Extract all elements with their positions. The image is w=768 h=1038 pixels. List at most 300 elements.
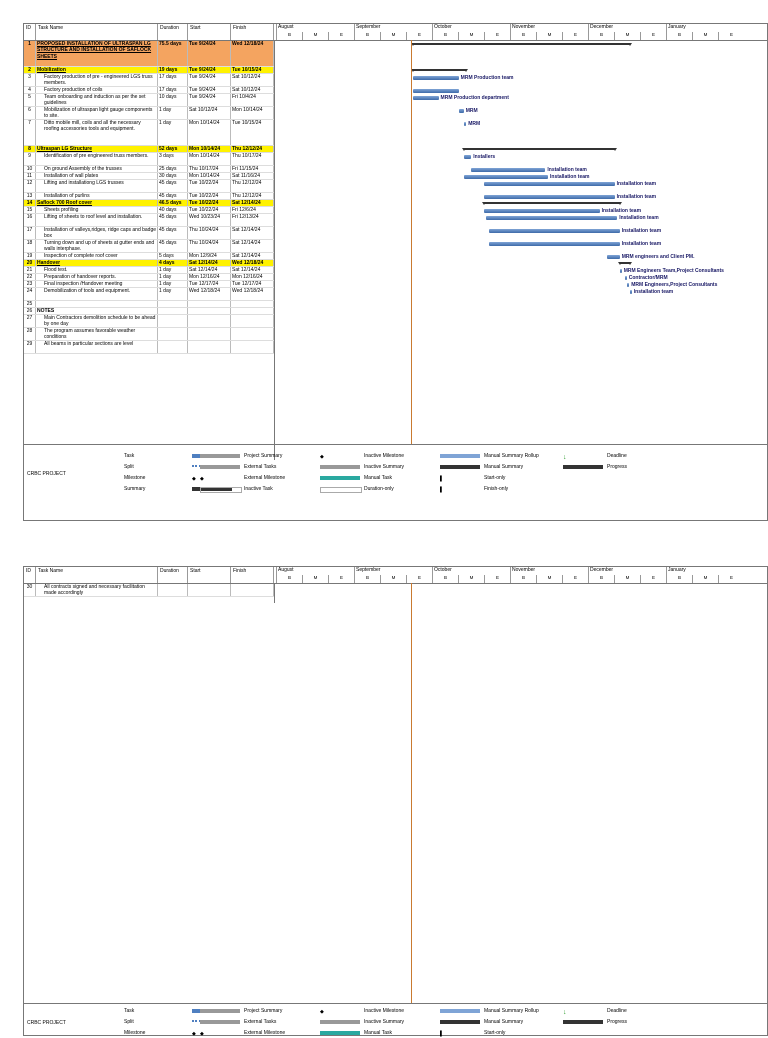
task-bar[interactable] [471, 168, 545, 172]
legend-label-msr: Manual Summary Rollup [484, 1008, 539, 1014]
task-finish: Wed 12/18/24 [231, 260, 274, 266]
task-start: Tue 10/22/24 [188, 200, 231, 206]
col-finish-header[interactable]: Finish [231, 24, 274, 40]
timeline-period: E [406, 32, 432, 40]
timeline-period: M [536, 32, 562, 40]
timeline-period: M [380, 32, 406, 40]
task-finish: Wed 12/18/24 [231, 288, 274, 300]
col-name-header[interactable]: Task Name [36, 24, 158, 40]
task-start [188, 301, 231, 307]
legend-label-projsum: Project Summary [244, 1008, 283, 1014]
timeline-period: B [588, 575, 614, 583]
timeline-period: B [510, 575, 536, 583]
col-name-header[interactable]: Task Name [36, 567, 158, 583]
task-bar[interactable] [413, 96, 439, 100]
task-row[interactable] [24, 281, 274, 288]
task-duration: 1 day [158, 274, 188, 280]
legend-label-split: Split [124, 464, 134, 470]
task-row[interactable] [24, 41, 274, 67]
summary-bar[interactable] [484, 202, 620, 204]
task-duration: 46.5 days [158, 200, 188, 206]
task-name: On ground Assembly of the trusses [36, 166, 158, 172]
timeline-period: E [484, 32, 510, 40]
summary-bar[interactable] [620, 262, 630, 264]
resource-label: Installation team [621, 228, 662, 234]
task-name: Flood test. [36, 267, 158, 273]
resource-label: MRM engineers and Client PM. [621, 254, 695, 260]
task-name: Sheets profiling [36, 207, 158, 213]
task-id: 21 [24, 267, 36, 273]
legend [24, 1003, 767, 1038]
resource-label: Installation team [619, 215, 659, 221]
task-row[interactable] [24, 301, 274, 308]
task-bar[interactable] [489, 242, 620, 246]
task-finish: Wed 12/18/24 [231, 41, 274, 66]
timeline-period: B [588, 32, 614, 40]
task-name: PROPOSED INSTALLATION OF ULTRASPAN LG STRUCTURE AND INSTALLATION OF SAFLOCK SHEETS [36, 41, 158, 66]
task-name: Preparation of handover reports. [36, 274, 158, 280]
timeline-period: M [614, 575, 640, 583]
task-start: Tue 9/24/24 [188, 67, 231, 73]
task-duration: 52 days [158, 146, 188, 152]
task-name: Mobilization of ultraspan light gauge components to site. [36, 107, 158, 119]
legend-label-extms: External Milestone [244, 475, 286, 481]
timeline-period: E [562, 575, 588, 583]
task-finish: Fri 12/13/24 [231, 214, 274, 226]
resource-label: Installation team [547, 167, 587, 173]
task-start [188, 308, 231, 314]
legend-swatch-projsum [200, 1009, 240, 1013]
task-row[interactable] [24, 200, 274, 207]
task-finish: Sat 12/14/24 [231, 267, 274, 273]
task-finish: Sat 11/16/24 [231, 173, 274, 179]
timeline-period: M [614, 32, 640, 40]
project-name: CRBC PROJECT [27, 471, 66, 477]
resource-label: MRM Production department [440, 95, 509, 101]
task-name: Turning down and up of sheets at gutter ends and walls interphase. [36, 240, 158, 252]
task-bar[interactable] [489, 229, 620, 233]
resource-label: MRM [468, 121, 481, 127]
gantt-chart [275, 40, 768, 460]
legend-swatch-projsum [200, 454, 240, 458]
task-row[interactable] [24, 308, 274, 315]
summary-bar[interactable] [413, 43, 630, 45]
task-bar[interactable] [464, 122, 467, 126]
timeline-month: August [276, 24, 354, 32]
task-id: 6 [24, 107, 36, 119]
task-duration: 19 days [158, 67, 188, 73]
task-row[interactable] [24, 94, 274, 107]
task-duration: 40 days [158, 207, 188, 213]
task-bar[interactable] [627, 283, 629, 287]
task-start: Mon 12/9/24 [188, 253, 231, 259]
task-start [188, 584, 231, 596]
task-finish: Fri 11/15/24 [231, 166, 274, 172]
legend-swatch-milestone: ◆ [192, 1031, 196, 1037]
resource-label: Installation team [621, 241, 662, 247]
task-row[interactable] [24, 240, 274, 253]
task-start: Mon 10/14/24 [188, 153, 231, 165]
task-finish [231, 328, 274, 340]
legend-label-ms: Manual Summary [484, 464, 524, 470]
legend-swatch-inms: ◆ [320, 1009, 324, 1015]
timeline-period: B [510, 32, 536, 40]
task-id: 10 [24, 166, 36, 172]
task-row[interactable] [24, 173, 274, 180]
legend-swatch-inms: ◆ [320, 454, 324, 460]
task-duration [158, 315, 188, 327]
task-finish: Sat 10/12/24 [231, 74, 274, 86]
task-id: 25 [24, 301, 36, 307]
grid-divider [274, 583, 275, 603]
task-duration: 45 days [158, 180, 188, 192]
task-finish [231, 308, 274, 314]
task-id: 28 [24, 328, 36, 340]
resource-label: MRM [465, 108, 478, 114]
timeline-month: August [276, 567, 354, 575]
task-start: Tue 10/22/24 [188, 180, 231, 192]
task-row[interactable] [24, 341, 274, 354]
task-start: Wed 10/23/24 [188, 214, 231, 226]
col-duration-header[interactable]: Duration [158, 567, 188, 583]
task-duration: 17 days [158, 74, 188, 86]
task-start: Tue 10/22/24 [188, 193, 231, 199]
task-start [188, 315, 231, 327]
task-row[interactable] [24, 267, 274, 274]
summary-bar[interactable] [464, 148, 615, 150]
gantt-page-2 [23, 566, 768, 1036]
legend-label-projsum: Project Summary [244, 453, 283, 459]
legend-swatch-inactive [200, 487, 242, 493]
task-duration: 1 day [158, 281, 188, 287]
task-start: Thu 10/17/24 [188, 166, 231, 172]
status-date-line [411, 583, 412, 1003]
task-duration [158, 301, 188, 307]
task-id: 15 [24, 207, 36, 213]
legend-swatch-progress [563, 465, 603, 469]
task-name: Team onboarding and induction as per the set guidelines [36, 94, 158, 106]
legend-label-extms: External Milestone [244, 1030, 286, 1036]
task-finish: Sat 12/14/24 [231, 240, 274, 252]
task-id: 12 [24, 180, 36, 192]
task-start: Tue 9/24/24 [188, 94, 231, 106]
task-name: Ditto mobile mill, coils and all the necessary roofing accessories tools and equipment. [36, 120, 158, 145]
col-id-header[interactable]: ID [24, 567, 36, 583]
task-bar[interactable] [620, 269, 622, 273]
task-start: Tue 10/22/24 [188, 207, 231, 213]
task-id: 4 [24, 87, 36, 93]
task-name: Factory production of pre - engineered LGS truss members. [36, 74, 158, 86]
task-name: Main Contractors demolition schedule to be ahead by one day [36, 315, 158, 327]
task-row[interactable] [24, 87, 274, 94]
task-row[interactable] [24, 214, 274, 227]
legend [24, 444, 767, 493]
task-duration: 30 days [158, 173, 188, 179]
legend-swatch-msr [440, 454, 480, 458]
legend-label-milestone: Milestone [124, 475, 146, 481]
legend-label-ext: External Tasks [244, 464, 277, 470]
timeline-period: E [562, 32, 588, 40]
resource-label: Installation team [633, 289, 674, 295]
col-start-header[interactable]: Start [188, 24, 231, 40]
task-start: Tue 9/24/24 [188, 41, 231, 66]
task-name: Installation of valleys,ridges, ridge caps and badge box [36, 227, 158, 239]
legend-swatch-startonly: ▌ [440, 476, 444, 482]
task-name: Ultraspan LG Structure [36, 146, 158, 152]
task-id: 8 [24, 146, 36, 152]
legend-swatch-finishonly: ▌ [440, 487, 444, 493]
timeline-period: M [302, 32, 328, 40]
task-row[interactable] [24, 180, 274, 193]
task-id: 24 [24, 288, 36, 300]
task-id: 29 [24, 341, 36, 353]
task-start: Mon 10/14/24 [188, 120, 231, 145]
task-start: Mon 12/16/24 [188, 274, 231, 280]
legend-swatch-progress [563, 1020, 603, 1024]
col-id-header[interactable]: ID [24, 24, 36, 40]
task-row[interactable] [24, 107, 274, 120]
task-name: Saflock 700 Roof cover [36, 200, 158, 206]
task-name: Installation of wall plates [36, 173, 158, 179]
task-start: Wed 12/18/24 [188, 288, 231, 300]
task-finish: Mon 10/14/24 [231, 107, 274, 119]
legend-swatch-milestone: ◆ [192, 476, 196, 482]
task-start: Mon 10/14/24 [188, 173, 231, 179]
task-id: 2 [24, 67, 36, 73]
task-id: 26 [24, 308, 36, 314]
task-row[interactable] [24, 146, 274, 153]
task-name: Inspection of complete roof cover [36, 253, 158, 259]
legend-swatch-manual [320, 476, 360, 480]
task-id: 27 [24, 315, 36, 327]
legend-label-finishonly: Finish-only [484, 486, 509, 492]
timeline-period: E [328, 32, 354, 40]
task-id: 20 [24, 260, 36, 266]
legend-label-ext: External Tasks [244, 1019, 277, 1025]
task-finish [231, 584, 274, 596]
task-row[interactable] [24, 288, 274, 301]
timeline-period: B [432, 575, 458, 583]
timeline-period: E [328, 575, 354, 583]
task-name: Lifting and installationg LGS trusses [36, 180, 158, 192]
task-row[interactable] [24, 153, 274, 166]
task-duration: 4 days [158, 260, 188, 266]
task-start: Tue 12/17/24 [188, 281, 231, 287]
task-duration: 45 days [158, 214, 188, 226]
resource-label: Installers [473, 154, 496, 160]
task-name: Identification of pre engineered truss members. [36, 153, 158, 165]
task-finish [231, 301, 274, 307]
gantt-header [24, 24, 767, 41]
task-row[interactable] [24, 120, 274, 146]
resource-label: MRM Engineers,Project Consultants [631, 282, 718, 288]
timeline-header [274, 24, 768, 40]
timeline-month: January [666, 567, 744, 575]
col-duration-header[interactable]: Duration [158, 24, 188, 40]
legend-swatch-duronly [320, 487, 362, 493]
task-start: Tue 9/24/24 [188, 74, 231, 86]
task-start: Mon 10/14/24 [188, 146, 231, 152]
legend-label-startonly: Start-only [484, 1030, 506, 1036]
task-duration: 1 day [158, 107, 188, 119]
summary-bar[interactable] [413, 69, 466, 71]
task-finish: Tue 12/17/24 [231, 281, 274, 287]
legend-swatch-ext [200, 1020, 240, 1024]
task-row[interactable] [24, 315, 274, 328]
task-bar[interactable] [459, 109, 464, 113]
task-start: Thu 10/24/24 [188, 240, 231, 252]
legend-swatch-manual [320, 1031, 360, 1035]
task-duration: 5 days [158, 253, 188, 259]
legend-label-split: Split [124, 1019, 134, 1025]
legend-label-deadline: Deadline [607, 453, 627, 459]
task-bar[interactable] [607, 255, 620, 259]
resource-label: MRM Production team [460, 75, 514, 81]
timeline-period: B [354, 575, 380, 583]
timeline-month: December [588, 24, 666, 32]
task-start: Sat 12/14/24 [188, 260, 231, 266]
task-row[interactable] [24, 67, 274, 74]
task-duration: 17 days [158, 87, 188, 93]
legend-label-inactive: Inactive Task [244, 486, 273, 492]
timeline-period: B [276, 575, 302, 583]
timeline-period: B [666, 575, 692, 583]
task-id: 22 [24, 274, 36, 280]
status-date-line [411, 40, 412, 444]
task-id: 3 [24, 74, 36, 86]
task-finish [231, 315, 274, 327]
legend-swatch-startonly: ▌ [440, 1031, 444, 1037]
task-finish [231, 341, 274, 353]
task-duration: 1 day [158, 267, 188, 273]
task-finish: Sat 10/12/24 [231, 87, 274, 93]
task-finish: Thu 12/12/24 [231, 193, 274, 199]
legend-label-progress: Progress [607, 464, 628, 470]
legend-label-insum: Inactive Summary [364, 464, 405, 470]
task-row[interactable] [24, 227, 274, 240]
task-duration: 1 day [158, 288, 188, 300]
task-duration: 25 days [158, 166, 188, 172]
task-finish: Fri 12/6/24 [231, 207, 274, 213]
task-row[interactable] [24, 193, 274, 200]
resource-label: Installation team [601, 208, 642, 214]
legend-label-ms: Manual Summary [484, 1019, 524, 1025]
task-duration: 3 days [158, 153, 188, 165]
task-finish: Thu 12/12/24 [231, 180, 274, 192]
task-bar[interactable] [484, 182, 615, 186]
legend-label-summary: Summary [124, 486, 146, 492]
legend-label-startonly: Start-only [484, 475, 506, 481]
legend-swatch-deadline: ↓ [563, 454, 567, 461]
task-start [188, 341, 231, 353]
timeline-period: E [718, 32, 744, 40]
legend-swatch-ext [200, 465, 240, 469]
task-finish: Thu 10/17/24 [231, 153, 274, 165]
legend-swatch-insum [320, 465, 360, 469]
legend-swatch-deadline: ↓ [563, 1009, 567, 1016]
timeline-period: M [692, 575, 718, 583]
task-bar[interactable] [464, 155, 472, 159]
timeline-month: October [432, 567, 510, 575]
task-bar[interactable] [413, 89, 459, 93]
task-bar[interactable] [484, 195, 615, 199]
legend-label-manual: Manual Task [364, 475, 392, 481]
task-bar[interactable] [625, 276, 627, 280]
legend-label-inms: Inactive Milestone [364, 453, 405, 459]
legend-swatch-insum [320, 1020, 360, 1024]
task-id: 14 [24, 200, 36, 206]
task-id: 1 [24, 41, 36, 66]
timeline-period: B [432, 32, 458, 40]
legend-label-task: Task [124, 1008, 135, 1014]
task-row[interactable] [24, 253, 274, 260]
col-finish-header[interactable]: Finish [231, 567, 274, 583]
task-duration [158, 584, 188, 596]
legend-label-duronly: Duration-only [364, 486, 394, 492]
task-name: Factory production of coils [36, 87, 158, 93]
legend-label-inms: Inactive Milestone [364, 1008, 405, 1014]
task-name: Final inspection /Handover meeting [36, 281, 158, 287]
task-bar[interactable] [464, 175, 548, 179]
task-row[interactable] [24, 260, 274, 267]
task-duration [158, 308, 188, 314]
task-row[interactable] [24, 328, 274, 341]
task-row[interactable] [24, 274, 274, 281]
legend-label-manual: Manual Task [364, 1030, 392, 1036]
task-row[interactable] [24, 207, 274, 214]
task-bar[interactable] [486, 216, 617, 220]
task-id: 9 [24, 153, 36, 165]
timeline-period: M [692, 32, 718, 40]
task-row[interactable] [24, 74, 274, 87]
task-bar[interactable] [413, 76, 459, 80]
task-duration: 45 days [158, 240, 188, 252]
task-id: 5 [24, 94, 36, 106]
timeline-header [274, 567, 768, 583]
task-bar[interactable] [630, 290, 632, 294]
gantt-header [24, 567, 767, 584]
timeline-period: E [718, 575, 744, 583]
task-start [188, 328, 231, 340]
timeline-month: November [510, 567, 588, 575]
timeline-month: November [510, 24, 588, 32]
task-duration: 10 days [158, 94, 188, 106]
task-finish: Tue 10/15/24 [231, 67, 274, 73]
legend-swatch-extms: ◆ [200, 476, 204, 482]
task-bar[interactable] [484, 209, 600, 213]
task-row[interactable] [24, 166, 274, 173]
task-name: All beams in particular sections are level [36, 341, 158, 353]
task-finish: Mon 12/16/24 [231, 274, 274, 280]
task-start: Tue 9/24/24 [188, 87, 231, 93]
timeline-period: M [458, 32, 484, 40]
task-finish: Sat 12/14/24 [231, 227, 274, 239]
task-row[interactable] [24, 584, 274, 597]
task-name: Installation of purlins [36, 193, 158, 199]
timeline-period: B [354, 32, 380, 40]
timeline-month: January [666, 24, 744, 32]
task-name: The program assumes favorable weather conditions [36, 328, 158, 340]
col-start-header[interactable]: Start [188, 567, 231, 583]
timeline-period: M [302, 575, 328, 583]
legend-label-milestone: Milestone [124, 1030, 146, 1036]
resource-label: Installation team [550, 174, 590, 180]
legend-label-insum: Inactive Summary [364, 1019, 405, 1025]
task-id: 16 [24, 214, 36, 226]
resource-label: Installation team [616, 194, 657, 200]
task-id: 7 [24, 120, 36, 145]
timeline-period: E [484, 575, 510, 583]
